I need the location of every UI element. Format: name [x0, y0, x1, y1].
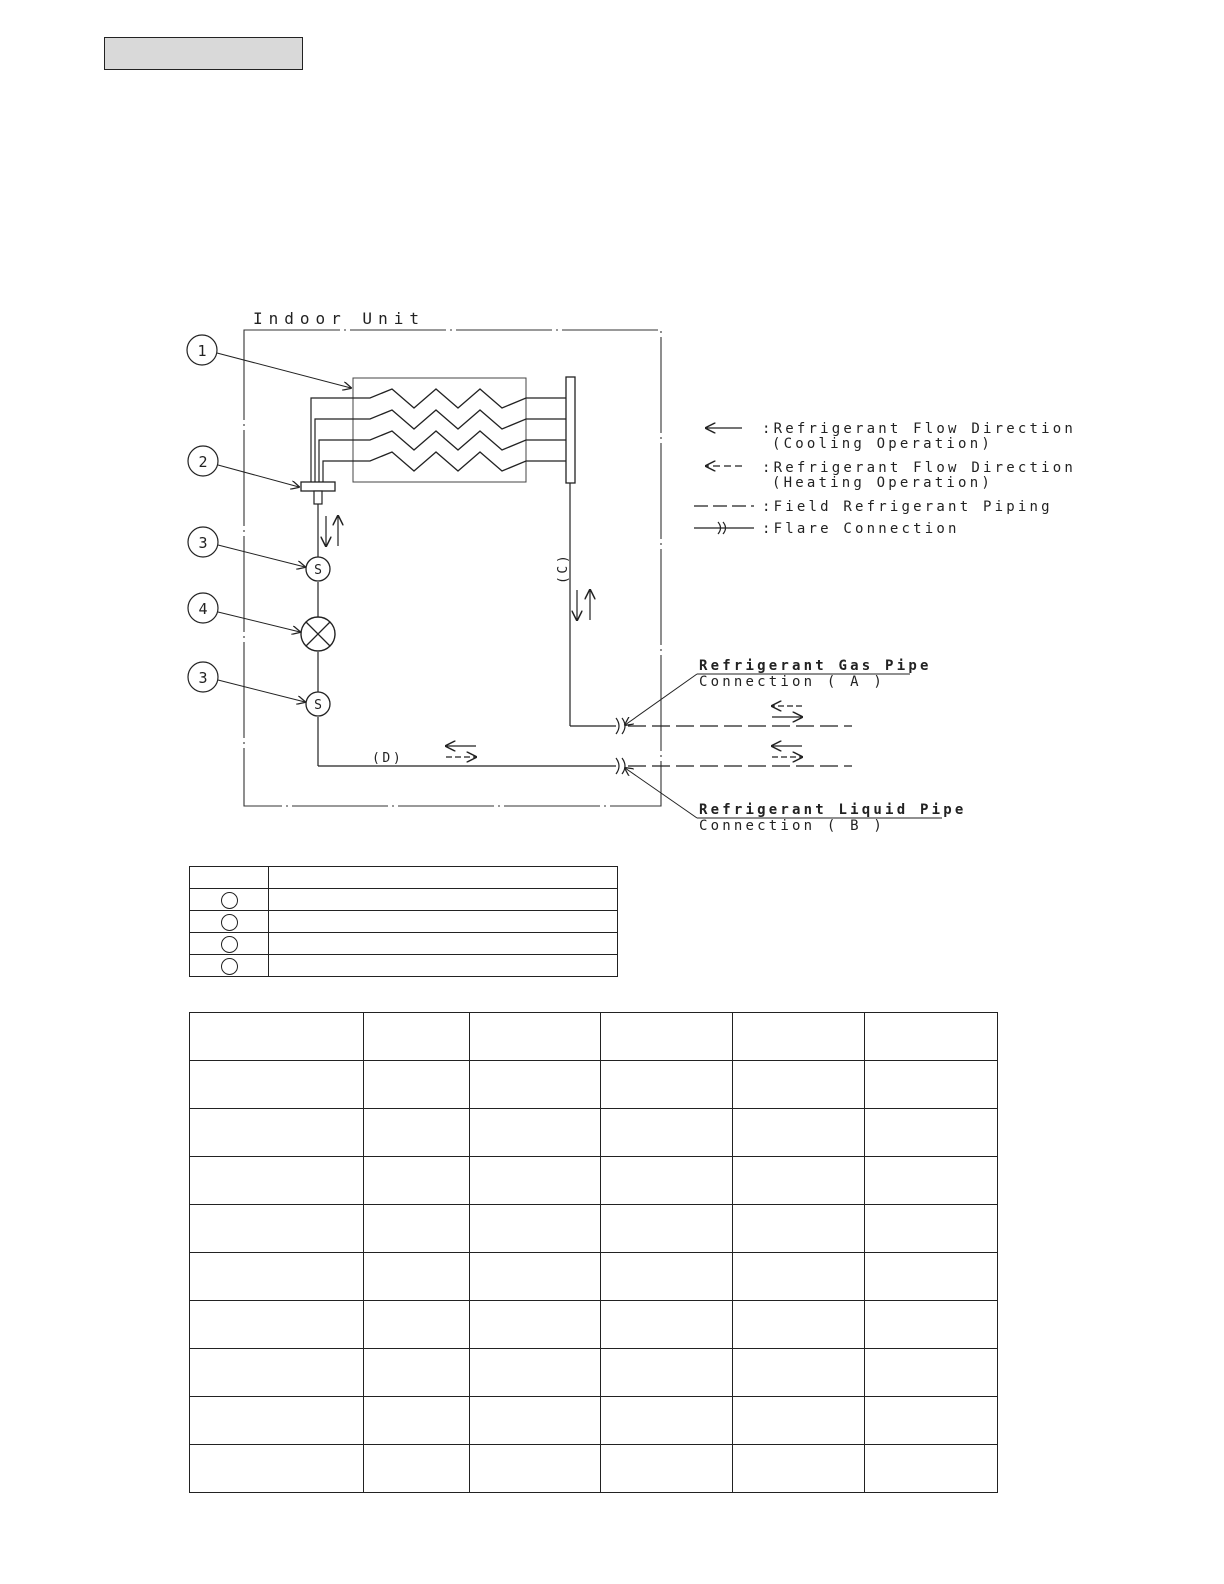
pipe-d-label: (D) — [372, 751, 404, 766]
spec-table-row — [190, 1349, 998, 1397]
spec-cell — [190, 1061, 364, 1109]
spec-cell — [190, 1013, 364, 1061]
spec-cell — [469, 1397, 601, 1445]
parts-table-row — [190, 911, 618, 933]
spec-cell — [469, 1253, 601, 1301]
spec-cell — [601, 1061, 733, 1109]
expansion-valve — [301, 617, 335, 651]
sensor-lower — [306, 692, 330, 716]
spec-cell — [601, 1301, 733, 1349]
spec-cell — [733, 1061, 865, 1109]
parts-table-row — [190, 955, 618, 977]
spec-cell — [469, 1301, 601, 1349]
spec-cell — [733, 1157, 865, 1205]
svg-text:Connection ( B ): Connection ( B ) — [699, 818, 886, 834]
svg-text:3: 3 — [198, 669, 208, 687]
spec-cell — [363, 1205, 469, 1253]
spec-cell — [733, 1397, 865, 1445]
spec-cell — [733, 1205, 865, 1253]
distributor — [301, 482, 335, 491]
spec-cell — [865, 1397, 998, 1445]
legend-cooling-line1: :Refrigerant Flow Direction — [762, 421, 1076, 437]
spec-cell — [865, 1205, 998, 1253]
spec-cell — [601, 1397, 733, 1445]
spec-cell — [190, 1349, 364, 1397]
spec-cell — [469, 1013, 601, 1061]
spec-cell — [469, 1109, 601, 1157]
svg-text:Refrigerant Gas Pipe: Refrigerant Gas Pipe — [699, 658, 932, 674]
spec-cell — [733, 1109, 865, 1157]
spec-cell — [469, 1061, 601, 1109]
svg-text:Refrigerant Liquid Pipe: Refrigerant Liquid Pipe — [699, 802, 967, 818]
spec-cell — [733, 1445, 865, 1493]
spec-cell — [190, 1301, 364, 1349]
spec-cell — [601, 1445, 733, 1493]
legend-field-piping: :Field Refrigerant Piping — [762, 499, 1053, 515]
heat-exchanger — [353, 378, 526, 482]
spec-cell — [601, 1349, 733, 1397]
spec-cell — [865, 1013, 998, 1061]
legend-flare-connection: :Flare Connection — [762, 521, 960, 537]
spec-cell — [190, 1253, 364, 1301]
part-number-circle — [221, 958, 238, 975]
svg-text:S: S — [314, 698, 322, 713]
legend — [694, 421, 1076, 537]
heat-exchanger-coils — [353, 389, 566, 471]
spec-cell — [601, 1205, 733, 1253]
spec-cell — [363, 1253, 469, 1301]
svg-text:2: 2 — [198, 453, 208, 471]
parts-cell — [269, 867, 618, 889]
svg-text:1: 1 — [197, 342, 207, 360]
spec-cell — [733, 1013, 865, 1061]
parts-cell — [190, 889, 269, 911]
spec-cell — [865, 1349, 998, 1397]
flare-connection-a — [616, 718, 625, 734]
flare-connection-b — [616, 758, 625, 774]
spec-cell — [601, 1013, 733, 1061]
spec-cell — [363, 1301, 469, 1349]
spec-cell — [469, 1157, 601, 1205]
spec-table-row — [190, 1109, 998, 1157]
spec-cell — [601, 1157, 733, 1205]
svg-text:3: 3 — [198, 534, 208, 552]
legend-heating-line1: :Refrigerant Flow Direction — [762, 460, 1076, 476]
spec-cell — [865, 1445, 998, 1493]
spec-cell — [363, 1109, 469, 1157]
parts-table — [189, 866, 618, 977]
sensor-upper — [306, 557, 330, 581]
spec-cell — [601, 1253, 733, 1301]
spec-cell — [601, 1109, 733, 1157]
parts-cell — [269, 911, 618, 933]
callout-3-upper — [188, 527, 305, 567]
spec-cell — [865, 1301, 998, 1349]
callout-1 — [187, 335, 351, 388]
svg-text:S: S — [314, 563, 322, 578]
spec-table-row — [190, 1205, 998, 1253]
spec-cell — [733, 1253, 865, 1301]
spec-cell — [190, 1445, 364, 1493]
parts-cell — [190, 955, 269, 977]
spec-table-row — [190, 1157, 998, 1205]
spec-table-row — [190, 1061, 998, 1109]
parts-table-row — [190, 933, 618, 955]
spec-table-row — [190, 1445, 998, 1493]
svg-text:4: 4 — [198, 600, 208, 618]
part-number-circle — [221, 914, 238, 931]
svg-text:Connection ( A ): Connection ( A ) — [699, 674, 886, 690]
spec-cell — [469, 1445, 601, 1493]
parts-cell — [269, 955, 618, 977]
pipe-c-label: (C) — [556, 552, 571, 584]
spec-cell — [733, 1349, 865, 1397]
parts-cell — [269, 933, 618, 955]
spec-cell — [865, 1109, 998, 1157]
indoor-unit-title: Indoor Unit — [253, 309, 425, 328]
distributor-tubes — [311, 398, 353, 482]
callout-3-lower — [188, 662, 305, 702]
spec-table-row — [190, 1397, 998, 1445]
spec-cell — [865, 1157, 998, 1205]
spec-cell — [363, 1397, 469, 1445]
spec-table-row — [190, 1301, 998, 1349]
spec-cell — [733, 1301, 865, 1349]
spec-cell — [363, 1061, 469, 1109]
parts-table-header-row — [190, 867, 618, 889]
parts-table-row — [190, 889, 618, 911]
legend-cooling-line2: (Cooling Operation) — [772, 436, 993, 452]
spec-table — [189, 1012, 998, 1493]
spec-cell — [190, 1205, 364, 1253]
spec-cell — [469, 1205, 601, 1253]
spec-cell — [190, 1157, 364, 1205]
legend-heating-line2: (Heating Operation) — [772, 475, 993, 491]
liquid-pipe-connection-label — [625, 768, 966, 834]
part-number-circle — [221, 892, 238, 909]
spec-cell — [363, 1157, 469, 1205]
parts-cell — [269, 889, 618, 911]
spec-cell — [363, 1349, 469, 1397]
spec-cell — [865, 1253, 998, 1301]
part-number-circle — [221, 936, 238, 953]
gas-pipe-connection-label — [625, 658, 932, 725]
parts-cell — [190, 911, 269, 933]
spec-cell — [865, 1061, 998, 1109]
spec-cell — [469, 1349, 601, 1397]
parts-cell — [190, 933, 269, 955]
spec-cell — [363, 1445, 469, 1493]
spec-table-body — [190, 1013, 998, 1493]
spec-table-row — [190, 1013, 998, 1061]
spec-cell — [190, 1109, 364, 1157]
spec-cell — [363, 1013, 469, 1061]
spec-cell — [190, 1397, 364, 1445]
spec-table-row — [190, 1253, 998, 1301]
gas-header — [566, 377, 575, 483]
parts-cell — [190, 867, 269, 889]
